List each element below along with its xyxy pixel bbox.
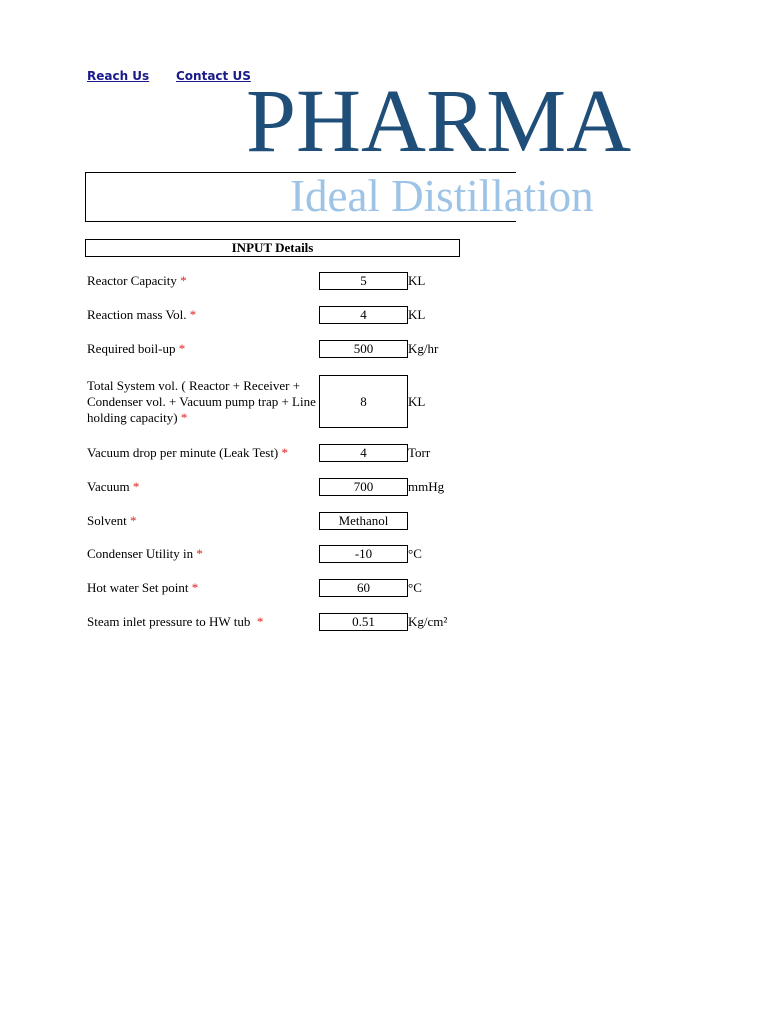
- vacuum-drop-label: [87, 445, 288, 461]
- field-label: Solvent: [87, 513, 127, 528]
- reaction-mass-input[interactable]: 4: [319, 306, 408, 324]
- header-area: [0, 0, 632, 240]
- reach-us-link[interactable]: Reach Us: [87, 69, 150, 83]
- steam-inlet-pressure-unit: Kg/cm²: [408, 614, 448, 629]
- vacuum-input[interactable]: 700: [319, 478, 408, 496]
- reactor-capacity-input[interactable]: 5: [319, 272, 408, 290]
- field-label: Reactor Capacity: [87, 273, 177, 288]
- field-label: Vacuum: [87, 479, 130, 494]
- boil-up-label: [87, 341, 185, 357]
- solvent-label: [87, 513, 136, 529]
- required-marker: *: [191, 580, 199, 595]
- boil-up-unit: Kg/hr: [408, 341, 439, 356]
- field-label: Reaction mass Vol.: [87, 307, 187, 322]
- field-label: Vacuum drop per minute (Leak Test): [87, 445, 279, 460]
- steam-inlet-pressure-label: [87, 614, 263, 630]
- condenser-utility-unit: °C: [408, 546, 422, 561]
- condenser-utility-input[interactable]: -10: [319, 545, 408, 563]
- boil-up-input[interactable]: 500: [319, 340, 408, 358]
- reaction-mass-label: [87, 307, 196, 323]
- total-system-vol-label: [87, 378, 319, 426]
- contact-us-link[interactable]: Contact US: [176, 69, 251, 83]
- required-marker: *: [180, 273, 187, 288]
- reaction-mass-unit: KL: [408, 307, 426, 322]
- field-label: Steam inlet pressure to HW tub: [87, 614, 254, 629]
- hot-water-setpoint-input[interactable]: 60: [319, 579, 408, 597]
- field-label: Condenser Utility in: [87, 546, 194, 561]
- field-label: Required boil-up: [87, 341, 176, 356]
- total-system-vol-input[interactable]: 8: [319, 375, 408, 428]
- required-marker: *: [196, 546, 203, 561]
- total-system-vol-unit: KL: [408, 394, 426, 409]
- vacuum-drop-input[interactable]: 4: [319, 444, 408, 462]
- required-marker: *: [129, 513, 137, 528]
- required-marker: *: [281, 445, 289, 460]
- input-details-header: INPUT Details: [85, 239, 460, 257]
- steam-inlet-pressure-input[interactable]: 0.51: [319, 613, 408, 631]
- page-title: PHARMA: [246, 72, 632, 171]
- condenser-utility-label: [87, 546, 203, 562]
- required-marker: *: [180, 410, 188, 425]
- required-marker: *: [256, 614, 264, 629]
- required-marker: *: [132, 479, 140, 494]
- reactor-capacity-label: [87, 273, 187, 289]
- field-label: Hot water Set point: [87, 580, 189, 595]
- required-marker: *: [178, 341, 186, 356]
- vacuum-unit: mmHg: [408, 479, 445, 494]
- vacuum-label: [87, 479, 139, 495]
- reactor-capacity-unit: KL: [408, 273, 426, 288]
- solvent-select[interactable]: Methanol: [319, 512, 408, 530]
- page-subtitle: Ideal Distillation: [290, 171, 594, 221]
- required-marker: *: [189, 307, 197, 322]
- field-label: Total System vol. ( Reactor + Receiver + Condenser vol. + Vacuum pump trap + Line holding capacity): [87, 378, 316, 425]
- hot-water-setpoint-label: [87, 580, 198, 596]
- hot-water-setpoint-unit: °C: [408, 580, 422, 595]
- vacuum-drop-unit: Torr: [408, 445, 431, 460]
